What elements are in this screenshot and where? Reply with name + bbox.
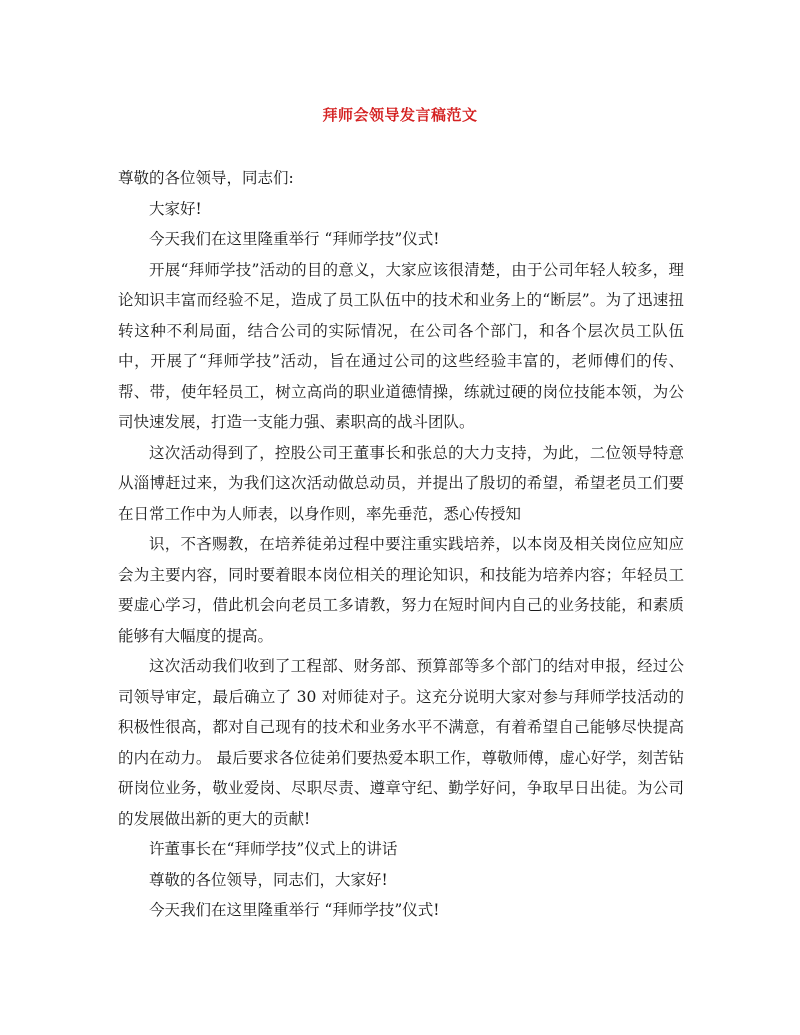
greeting: 大家好!	[149, 199, 202, 218]
document-title: 拜师会领导发言稿范文	[322, 106, 478, 124]
opening-line: 今天我们在这里隆重举行 “拜师学技”仪式!	[149, 230, 440, 248]
salutation: 尊敬的各位领导，同志们:	[118, 169, 294, 187]
second-opening-line: 今天我们在这里隆重举行 “拜师学技”仪式!	[149, 901, 440, 919]
paragraph-support: 这次活动得到了，控股公司王董事长和张总的大力支持，为此，二位领导特意从淄博赶过来，为我们这次活动做总动员，并提出了殷切的希望，希望老员工们要在日常工作中为人师表，以身作则，率先垂范，悉心传授知	[118, 443, 684, 523]
document-body	[118, 163, 684, 926]
second-salutation: 尊敬的各位领导，同志们，大家好!	[149, 870, 388, 889]
speech-heading: 许董事长在“拜师学技”仪式上的讲话	[149, 840, 398, 858]
paragraph-pairs: 这次活动我们收到了工程部、财务部、预算部等多个部门的结对申报，经过公司领导审定，最后确立了 30 对师徒对子。这充分说明大家对参与拜师学技活动的积极性很高，都对自己现有的技术和业务水平不满意，有着希望自己能够尽快提高的内在动力。 最后要求各位徒弟们要热爱本职工作，尊敬师傅，虚心好学，刻苦钻研岗位业务，敬业爱岗、尽职尽责、遵章守纪、勤学好问，争取早日出徒。为公司的发展做出新的更大的贡献!	[118, 657, 684, 828]
paragraph-purpose: 开展“拜师学技”活动的目的意义，大家应该很清楚，由于公司年轻人较多，理论知识丰富而经验不足，造成了员工队伍中的技术和业务上的“断层”。为了迅速扭转这种不利局面，结合公司的实际情况，在公司各个部门，和各个层次员工队伍中，开展了“拜师学技”活动，旨在通过公司的这些经验丰富的，老师傅们的传、帮、带，使年轻员工，树立高尚的职业道德情操，练就过硬的岗位技能本领，为公司快速发展，打造一支能力强、素职高的战斗团队。	[118, 260, 684, 431]
paragraph-teaching: 识，不吝赐教，在培养徒弟过程中要注重实践培养，以本岗及相关岗位应知应会为主要内容，同时要着眼本岗位相关的理论知识，和技能为培养内容；年轻员工要虚心学习，借此机会向老员工多请教，努力在短时间内自己的业务技能，和素质能够有大幅度的提高。	[118, 535, 684, 645]
